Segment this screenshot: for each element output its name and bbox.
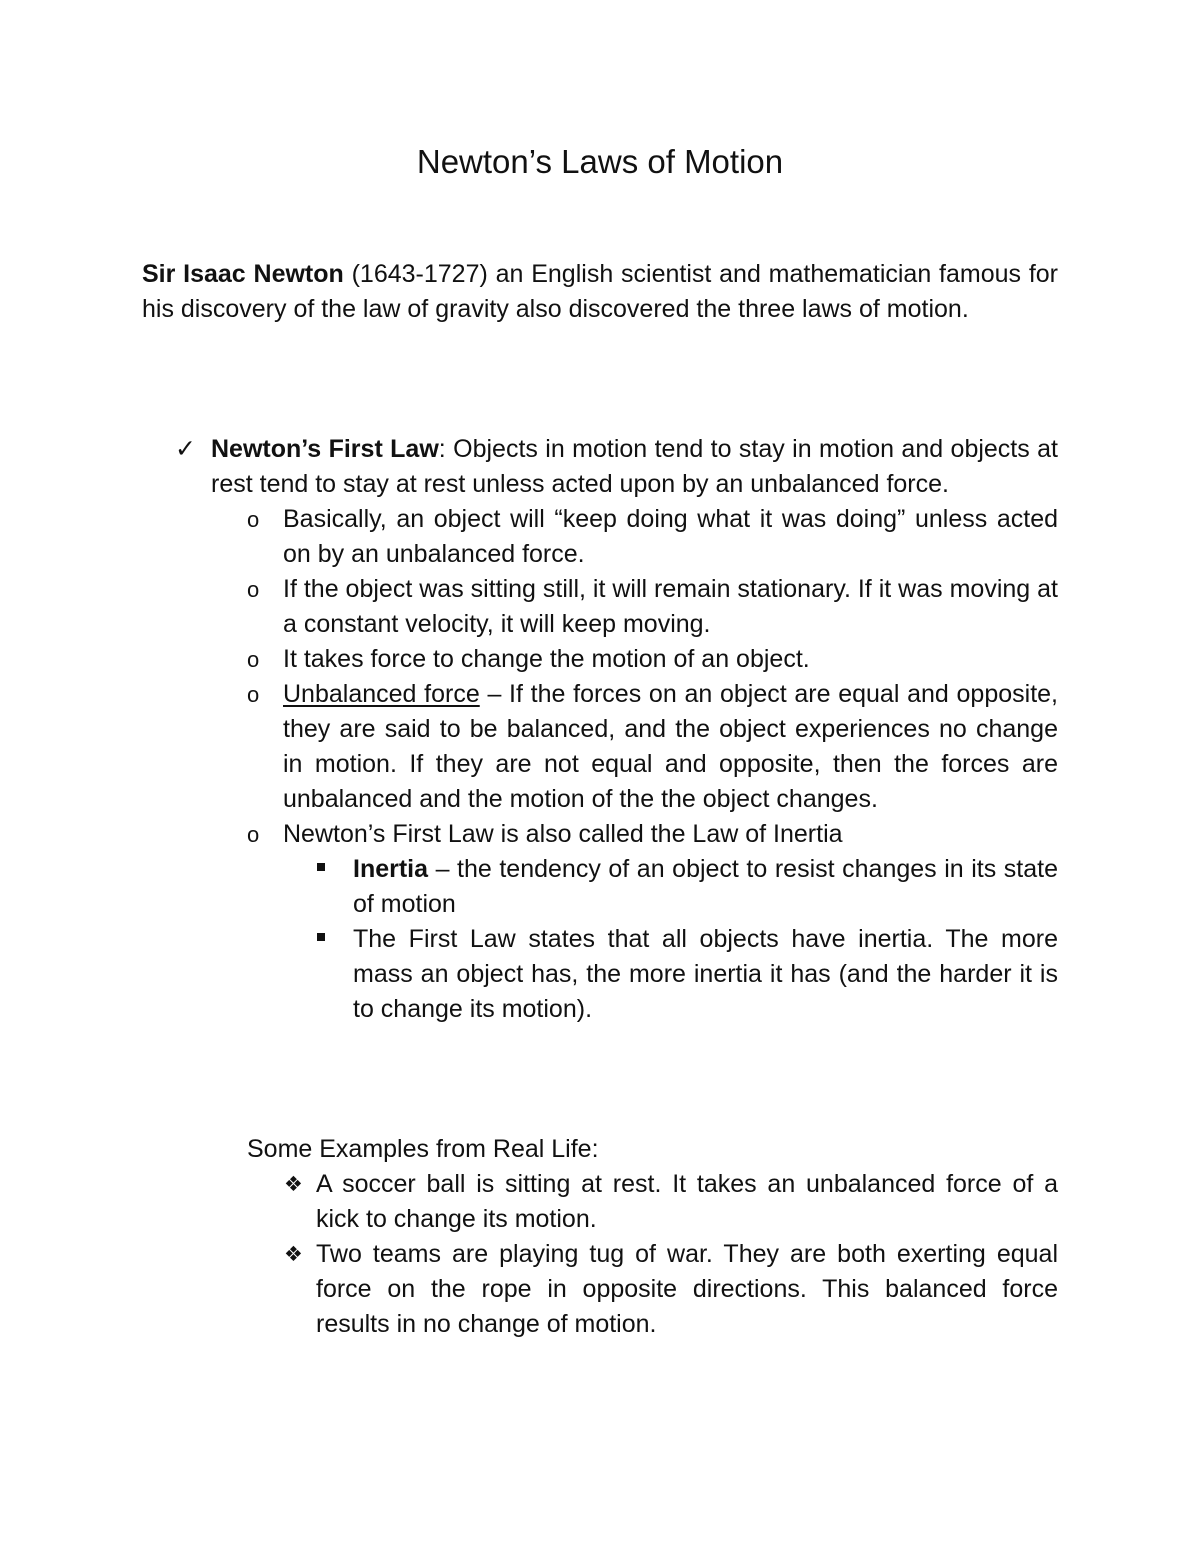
unbalanced-force-text: – If the forces on an object are equal and opposite, they are said to be balanced, and the object experiences no change in motion. If they are not equal and opposite, then the forces are unbalanced and the motion of the the object changes. xyxy=(283,680,1058,813)
stationary-text: If the object was sitting still, it will remain stationary. If it was moving at a constant velocity, it will keep moving. xyxy=(283,575,1058,638)
example-text: Two teams are playing tug of war. They are both exerting equal force on the rope in opposite directions. This balanced force results in no change of motion. xyxy=(316,1240,1058,1338)
circle-bullet-icon: o xyxy=(247,647,260,672)
inertia-label: Inertia xyxy=(353,855,429,883)
square-bullet-icon xyxy=(317,863,325,871)
list-item xyxy=(284,1167,1058,1237)
first-law-section xyxy=(175,432,1058,1027)
takes-force-text: It takes force to change the motion of an object. xyxy=(283,645,810,673)
list-item xyxy=(247,502,1058,572)
basically-text: Basically, an object will “keep doing what it was doing” unless acted on by an unbalanced force. xyxy=(283,505,1058,568)
circle-bullet-icon: o xyxy=(247,577,260,602)
unbalanced-force-label: Unbalanced force xyxy=(283,680,480,708)
intro-name: Sir Isaac Newton xyxy=(142,260,344,288)
circle-bullet-icon: o xyxy=(247,507,260,532)
list-item xyxy=(315,922,1058,1027)
first-law-text: Objects in motion tend to stay in motion and objects at rest tend to stay at rest unless acted upon by an unbalanced force. xyxy=(211,435,1058,498)
square-bullet-icon xyxy=(317,933,325,941)
first-law-label: Newton’s First Law xyxy=(211,435,439,463)
circle-bullet-icon: o xyxy=(247,822,260,847)
list-item xyxy=(315,852,1058,922)
first-law-colon: : xyxy=(438,435,446,463)
diamond-bullet-icon: ❖ xyxy=(284,1243,303,1266)
circle-bullet-icon: o xyxy=(247,682,260,707)
intro-text: (1643-1727) an English scientist and mathematician famous for his discovery of the law of gravity also discovered the three laws of motion. xyxy=(142,260,1058,323)
page-title: Newton’s Laws of Motion xyxy=(416,143,784,180)
list-item xyxy=(247,572,1058,642)
list-item xyxy=(247,817,1058,852)
diamond-bullet-icon: ❖ xyxy=(284,1173,303,1196)
examples-heading: Some Examples from Real Life: xyxy=(247,1135,599,1163)
list-item xyxy=(247,642,1058,677)
list-item xyxy=(284,1237,1058,1342)
intro-paragraph xyxy=(142,257,1058,327)
inertia-law-text: Newton’s First Law is also called the Law of Inertia xyxy=(283,820,843,848)
example-text: A soccer ball is sitting at rest. It takes an unbalanced force of a kick to change its motion. xyxy=(316,1170,1058,1233)
list-item xyxy=(247,677,1058,817)
checkmark-icon: ✓ xyxy=(175,435,196,463)
first-law-item xyxy=(175,432,1058,502)
inertia-text: – the tendency of an object to resist changes in its state of motion xyxy=(353,855,1058,918)
first-law-states-text: The First Law states that all objects have inertia. The more mass an object has, the more inertia it has (and the harder it is to change its motion). xyxy=(353,925,1058,1023)
examples-list xyxy=(284,1167,1058,1342)
